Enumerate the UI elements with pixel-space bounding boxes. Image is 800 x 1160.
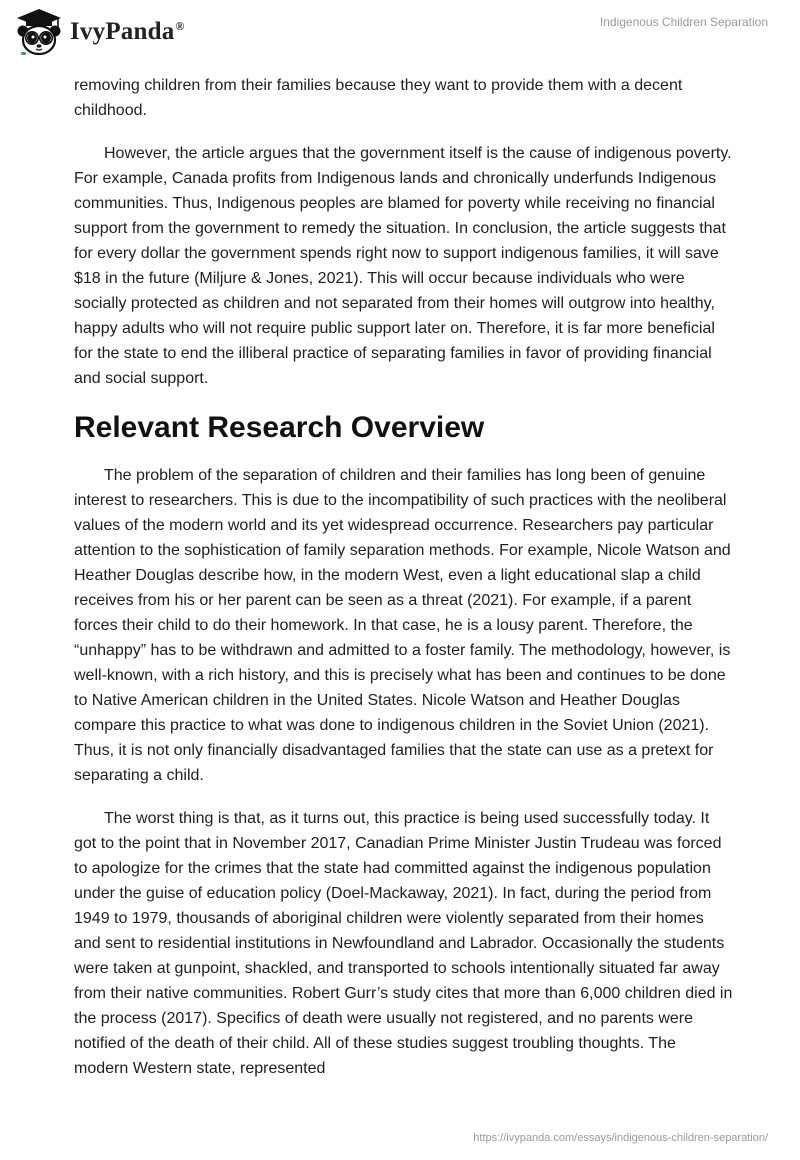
registered-mark: ®	[175, 18, 185, 33]
section-heading: Relevant Research Overview	[74, 411, 485, 444]
paragraph-research-problem: The problem of the separation of children and their families has long been of genuine interest to researchers. This is due to the incompatibility of such practices with the neoliberal values of the modern world and its yet widespread occurrence. Researchers pay particular attention to the sophistication of family separation methods. For example, Nicole Watson and Heather Douglas describe how, in the modern West, even a light educational slap a child receives from his or her parent can be seen as a threat (2021). For example, if a parent forces their child to do their homework. In that case, he is a lousy parent. Therefore, the “unhappy” has to be withdrawn and admitted to a foster family. The methodology, however, is well-known, with a rich history, and this is precisely what has been and continues to be done to Native American children in the United States. Nicole Watson and Heather Douglas compare this practice to what was done to indigenous children in the Soviet Union (2021). Thus, it is not only financially disadvantaged families that the state can use as a pretext for separating a child.	[74, 467, 731, 784]
document-title: Indigenous Children Separation	[599, 15, 768, 29]
brand-logo[interactable]	[14, 6, 185, 58]
source-url[interactable]: https://ivypanda.com/essays/indigenous-children-separation/	[473, 1132, 768, 1144]
paragraph-continued: removing children from their families because they want to provide them with a decent childhood.	[74, 77, 683, 119]
paragraph-practice-today: The worst thing is that, as it turns out, this practice is being used successfully today. It got to the point that in November 2017, Canadian Prime Minister Justin Trudeau was forced to apologize for the crimes that the state had committed against the indigenous population under the guise of education policy (Doel-Mackaway, 2021). In fact, during the period from 1949 to 1979, thousands of aboriginal children were violently separated from their homes and sent to residential institutions in Newfoundland and Labrador. Occasionally the students were taken at gunpoint, shackled, and transported to schools intentionally situated far away from their native communities. Robert Gurr’s study cites that more than 6,000 children died in the process (2017). Specifics of death were usually not registered, and no parents were notified of the death of their child. All of these studies suggest troubling thoughts. The modern Western state, represented	[74, 810, 733, 1077]
essay-body	[74, 73, 734, 1099]
brand-name: IvyPanda®	[70, 18, 185, 45]
page-header	[0, 0, 800, 64]
paragraph-government-poverty: However, the article argues that the government itself is the cause of indigenous poverty. For example, Canada profits from Indigenous lands and chronically underfunds Indigenous communities. Thus, Indigenous peoples are blamed for poverty while receiving no financial support from the government to remedy the situation. In conclusion, the article suggests that for every dollar the government spends right now to support indigenous families, it will save $18 in the future (Miljure & Jones, 2021). This will occur because individuals who were socially protected as children and not separated from their homes will outgrow into healthy, happy adults who will not require public support later on. Therefore, it is far more beneficial for the state to end the illiberal practice of separating families in favor of providing financial and social support.	[74, 145, 732, 387]
panda-logo-icon	[14, 6, 64, 58]
